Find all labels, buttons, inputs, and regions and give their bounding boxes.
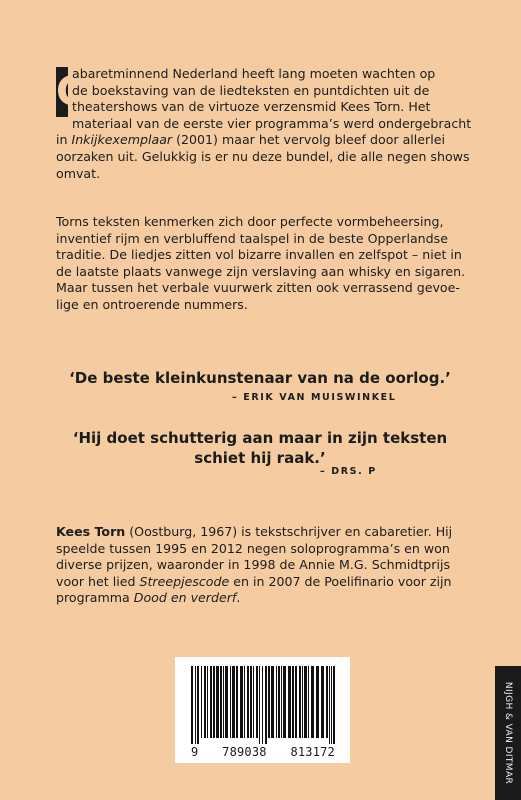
text-run: programma: [56, 590, 134, 606]
barcode-bar: [232, 666, 235, 738]
bio-line: [56, 557, 488, 574]
text-run: abaretminnend Nederland heeft lang moeten wachten op: [72, 66, 436, 81]
barcode-bar: [210, 666, 212, 738]
barcode-bar: [253, 666, 254, 738]
intro-line: [56, 149, 488, 166]
bio-line: [56, 590, 488, 607]
intro-line: [56, 166, 488, 183]
text-run: lige en ontroerende nummers.: [56, 296, 248, 312]
barcode-bar: [308, 666, 309, 738]
barcode-bar: [195, 666, 196, 744]
bio-line: [56, 541, 488, 558]
isbn-number: [191, 745, 335, 759]
text-run: omvat.: [56, 165, 101, 181]
text-run: in: [56, 132, 72, 148]
quote-2-author: – DRS. P: [320, 466, 377, 477]
text-run: inventief rijm en verbluffend taalspel in de beste Opperlandse: [56, 230, 448, 246]
barcode-bar: [230, 666, 231, 738]
barcode-bar: [304, 666, 307, 738]
barcode-bar: [247, 666, 249, 738]
barcode-bar: [225, 666, 228, 738]
text-run: voor het lied: [56, 573, 140, 589]
second-line: [56, 247, 488, 264]
text-run: speelde tussen 1995 en 2012 negen soloprogramma’s en won: [56, 540, 450, 556]
barcode-bar: [223, 666, 224, 738]
publisher-spine-label: [495, 666, 521, 800]
barcode-bar: [302, 666, 303, 738]
barcode-bar: [283, 666, 286, 738]
intro-line: [56, 99, 488, 116]
second-line: [56, 231, 488, 248]
barcode-bar: [321, 666, 324, 738]
barcode-bar: [326, 666, 328, 738]
intro-line: [56, 132, 488, 149]
barcode-bar: [265, 666, 267, 744]
barcode-bar: [288, 666, 291, 738]
bio-line: [56, 574, 488, 591]
barcode-bar: [268, 666, 270, 738]
bold-text: Kees Torn: [56, 524, 126, 539]
barcode-bar: [316, 666, 319, 738]
quote-1-author: – ERIK VAN MUISWINKEL: [232, 392, 397, 403]
barcode-bar: [329, 666, 330, 744]
barcode-bar: [278, 666, 280, 738]
barcode-bar: [295, 666, 297, 738]
barcode-bar: [333, 666, 335, 744]
italic-title: Inkijkexemplaar: [71, 132, 173, 148]
text-run: Torns teksten kenmerken zich door perfecte vormbeheersing,: [56, 214, 444, 229]
barcode-bar: [292, 666, 294, 738]
publisher-name: NIJGH & VAN DITMAR: [503, 681, 513, 785]
quote-text-line: schiet hij raak.’: [194, 449, 326, 467]
text-run: .: [236, 590, 241, 606]
second-line: [56, 280, 488, 297]
quote-text-line: ‘Hij doet schutterig aan maar in zijn teksten: [72, 429, 448, 447]
barcode-bars: [191, 666, 335, 744]
second-line: [56, 297, 488, 314]
text-run: (2001) maar het vervolg bleef door allerlei: [172, 132, 445, 148]
barcode-bar: [299, 666, 301, 738]
barcode-bar: [250, 666, 252, 738]
barcode-bar: [220, 666, 222, 738]
bio-line: [56, 524, 488, 541]
barcode-bar: [256, 666, 258, 738]
isbn-prefix: 9: [191, 745, 199, 759]
second-paragraph: [56, 214, 488, 314]
text-run: (Oostburg, 1967) is tekstschrijver en cabaretier. Hij: [125, 524, 453, 539]
text-run: de laatste plaats vanwege zijn verslaving aan whisky en sigaren.: [56, 263, 466, 279]
italic-title: Streepjescode: [139, 573, 230, 589]
text-run: diverse prijzen, waaronder in 1998 de Annie M.G. Schmidtprijs: [56, 557, 451, 573]
barcode-bar: [281, 666, 282, 738]
text-run: en in 2007 de Poelifinario voor zijn: [229, 573, 452, 589]
author-bio: [56, 524, 488, 607]
intro-paragraph: [56, 66, 488, 182]
text-run: Maar tussen het verbale vuurwerk zitten ook verrassend gevoe-: [56, 280, 460, 296]
text-run: oorzaken uit. Gelukkig is er nu deze bundel, die alle negen shows: [56, 148, 470, 164]
text-run: traditie. De liedjes zitten vol bizarre invallen en zelfspot – niet in: [56, 247, 462, 263]
quote-1: [40, 368, 480, 388]
intro-line: [56, 83, 488, 100]
barcode-bar: [207, 666, 208, 738]
italic-title: Dood en verderf: [133, 590, 237, 606]
barcode-bar: [191, 666, 193, 744]
barcode-bar: [216, 666, 219, 738]
barcode-bar: [244, 666, 245, 738]
quote-2: [40, 428, 480, 468]
second-line: [56, 214, 488, 231]
text-run: materiaal van de eerste vier programma’s werd ondergebracht: [72, 115, 472, 131]
isbn-group-2: 813172: [290, 745, 335, 759]
barcode-bar: [197, 666, 199, 744]
barcode-bar: [262, 666, 263, 744]
intro-line: [56, 66, 488, 83]
isbn-group-1: 789038: [222, 745, 267, 759]
barcode-bar: [331, 666, 332, 744]
barcode: [175, 657, 350, 763]
barcode-bar: [236, 666, 238, 738]
barcode-bar: [276, 666, 277, 738]
barcode-bar: [259, 666, 260, 744]
second-line: [56, 264, 488, 281]
barcode-bar: [204, 666, 206, 738]
barcode-bar: [213, 666, 215, 738]
quote-text-line: ‘De beste kleinkunstenaar van na de oorlog.’: [69, 369, 451, 387]
barcode-bar: [201, 666, 202, 738]
barcode-bar: [311, 666, 314, 738]
intro-line: [56, 116, 488, 133]
barcode-bar: [240, 666, 243, 738]
text-run: theatershows van de virtuoze verzensmid Kees Torn. Het: [72, 99, 431, 115]
barcode-bar: [271, 666, 274, 738]
text-run: de boekstaving van de liedteksten en puntdichten uit de: [72, 82, 430, 98]
dropcap: C: [56, 69, 86, 115]
